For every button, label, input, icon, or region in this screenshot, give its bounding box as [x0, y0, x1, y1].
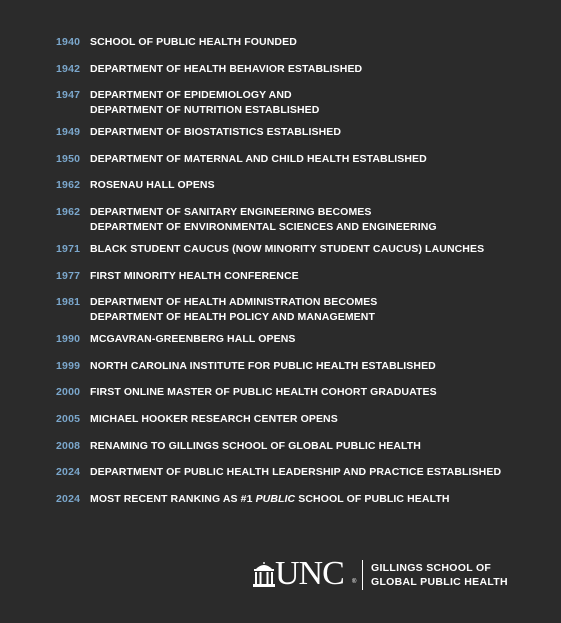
timeline-description-line: MCGAVRAN-GREENBERG HALL OPENS	[90, 333, 296, 346]
timeline-description	[90, 359, 550, 374]
timeline-year: 1949	[56, 126, 81, 139]
timeline-description	[90, 88, 550, 118]
timeline-description-line: NORTH CAROLINA INSTITUTE FOR PUBLIC HEALTH ESTABLISHED	[90, 359, 436, 372]
school-name-line-2: GLOBAL PUBLIC HEALTH	[371, 576, 508, 588]
timeline-year: 1990	[56, 333, 81, 346]
school-name-line-1: GILLINGS SCHOOL OF	[371, 562, 492, 574]
timeline-year: 1971	[56, 243, 81, 255]
timeline-year: 1950	[56, 152, 81, 165]
timeline-description-line	[90, 492, 550, 507]
timeline-description	[90, 332, 550, 347]
timeline-description	[90, 492, 550, 507]
timeline-year: 1962	[56, 179, 81, 192]
timeline-description-line: FIRST MINORITY HEALTH CONFERENCE	[90, 269, 299, 282]
timeline-year: 1999	[56, 359, 81, 372]
timeline-year: 2024	[56, 466, 81, 479]
unc-gillings-logo	[253, 555, 513, 592]
timeline-year: 2005	[56, 413, 81, 425]
timeline-description	[90, 205, 550, 235]
timeline-year: 1962	[56, 206, 81, 218]
timeline-description	[90, 125, 550, 140]
timeline-description-line: BLACK STUDENT CAUCUS (NOW MINORITY STUDENT CAUCUS) LAUNCHES	[90, 243, 485, 255]
logo-divider	[362, 560, 363, 590]
ranking-text-before: MOST RECENT RANKING AS #1	[90, 492, 256, 505]
timeline-description-line: DEPARTMENT OF MATERNAL AND CHILD HEALTH ESTABLISHED	[90, 152, 427, 165]
timeline-year: 2008	[56, 439, 81, 452]
timeline-description-line: DEPARTMENT OF HEALTH ADMINISTRATION BECOMES	[90, 296, 378, 309]
timeline-year: 2024	[56, 492, 81, 505]
timeline-description-line: DEPARTMENT OF BIOSTATISTICS ESTABLISHED	[90, 126, 342, 139]
timeline-year: 1977	[56, 269, 81, 282]
timeline-description	[90, 178, 550, 193]
timeline-description	[90, 412, 550, 427]
timeline-description	[90, 152, 550, 167]
timeline-year: 1947	[56, 89, 81, 102]
timeline-description	[90, 242, 550, 257]
ranking-text-after: SCHOOL OF PUBLIC HEALTH	[295, 492, 450, 505]
school-name	[371, 561, 508, 589]
timeline-description-line: DEPARTMENT OF PUBLIC HEALTH LEADERSHIP AND PRACTICE ESTABLISHED	[90, 466, 502, 479]
timeline-description-line: SCHOOL OF PUBLIC HEALTH FOUNDED	[90, 36, 297, 48]
timeline-description	[90, 62, 550, 77]
timeline-description	[90, 295, 550, 325]
ranking-text-emphasis: PUBLIC	[255, 492, 296, 505]
timeline-description-line: DEPARTMENT OF ENVIRONMENTAL SCIENCES AND ENGINEERING	[90, 221, 437, 233]
timeline-description-line: DEPARTMENT OF HEALTH BEHAVIOR ESTABLISHED	[90, 62, 363, 75]
timeline-year: 2000	[56, 386, 81, 399]
timeline-description-line: ROSENAU HALL OPENS	[90, 179, 215, 192]
registered-mark: ®	[352, 579, 357, 585]
timeline-description	[90, 35, 550, 50]
timeline-description-line: FIRST ONLINE MASTER OF PUBLIC HEALTH COHORT GRADUATES	[90, 386, 437, 399]
timeline-description	[90, 465, 550, 480]
timeline-year: 1942	[56, 62, 81, 75]
timeline-description-line: DEPARTMENT OF HEALTH POLICY AND MANAGEMENT	[90, 311, 375, 324]
old-well-icon	[253, 562, 275, 587]
timeline-description-line: DEPARTMENT OF EPIDEMIOLOGY AND	[90, 89, 292, 102]
timeline-description	[90, 439, 550, 454]
unc-wordmark: UNC	[275, 555, 344, 592]
timeline-year: 1981	[56, 296, 81, 309]
timeline-description-line: DEPARTMENT OF NUTRITION ESTABLISHED	[90, 104, 320, 117]
timeline-year: 1940	[56, 36, 81, 48]
timeline-description	[90, 385, 550, 400]
timeline-description-line: RENAMING TO GILLINGS SCHOOL OF GLOBAL PUBLIC HEALTH	[90, 439, 421, 452]
timeline-description	[90, 269, 550, 284]
timeline-description-line: MICHAEL HOOKER RESEARCH CENTER OPENS	[90, 413, 338, 425]
timeline-description-line: DEPARTMENT OF SANITARY ENGINEERING BECOMES	[90, 206, 372, 218]
